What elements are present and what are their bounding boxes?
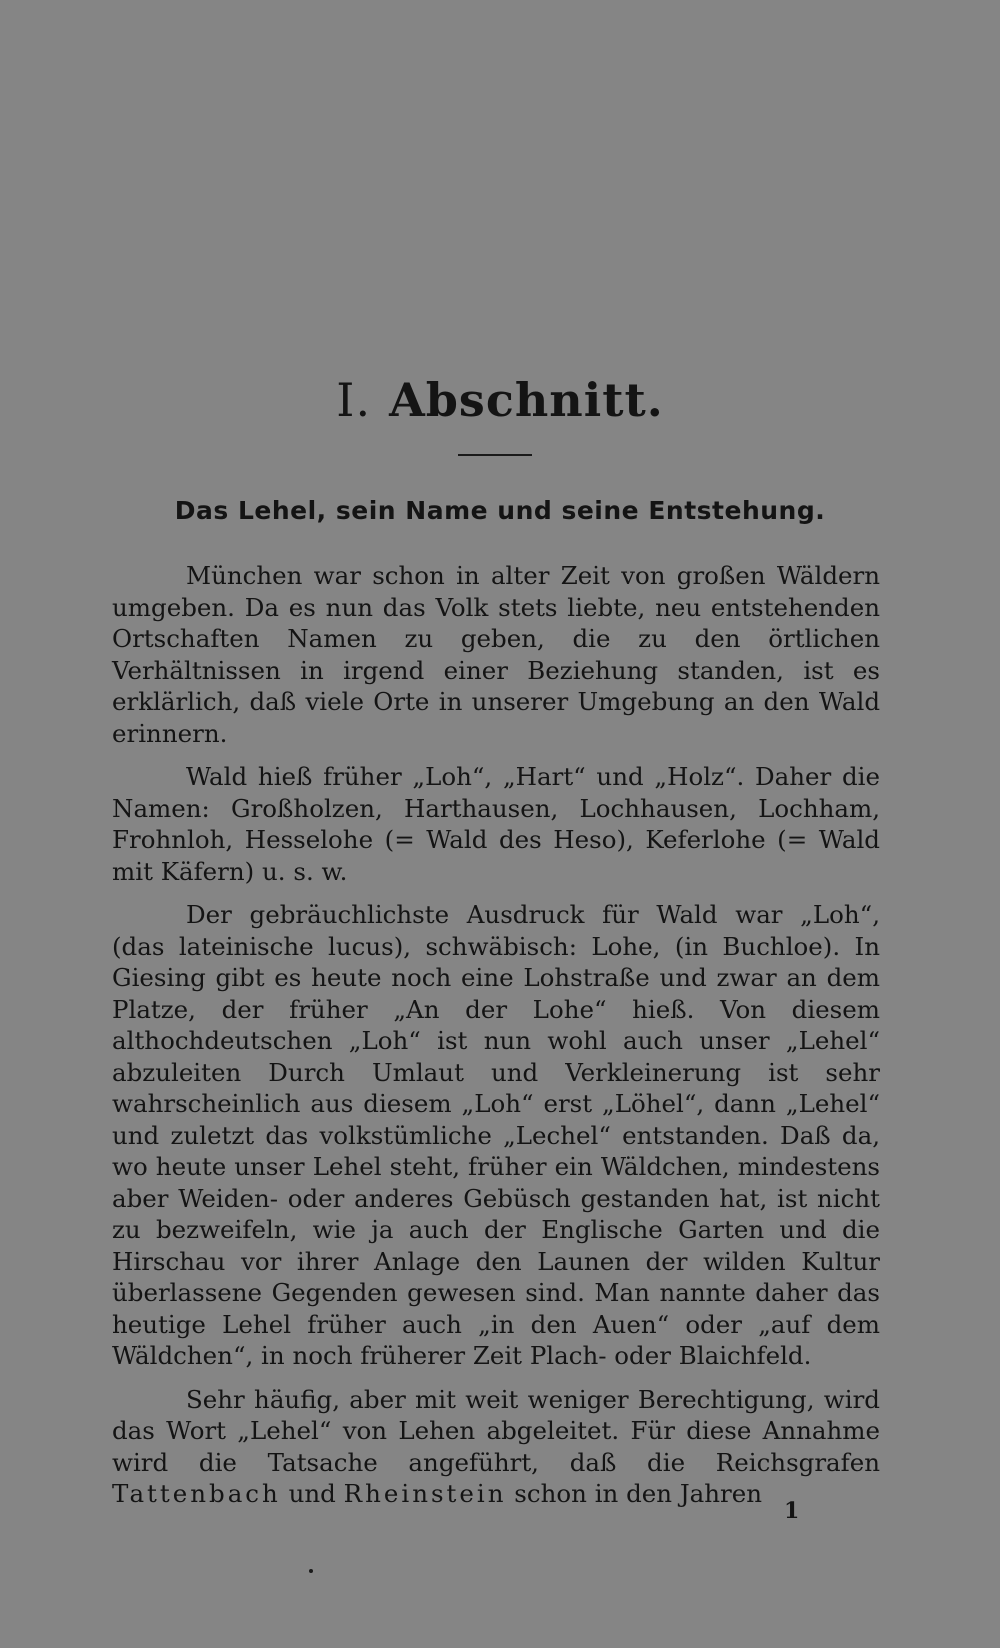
paragraph: Wald hieß früher „Loh“, „Hart“ und „Holz“. Daher die Namen: Großholzen, Harthausen, Lochhausen, Lochham, Frohnloh, Hesselohe (= Wald des Heso), Keferlohe (= Wald mit Käfern) u. s. w. [112, 762, 880, 886]
paragraph-text: Sehr häufig, aber mit weit weniger Berechtigung, wird das Wort „Lehel“ von Lehen abgeleitet. Für diese Annahme wird die Tatsache angeführt, daß die Reichsgrafen [112, 1384, 880, 1477]
heading-divider [458, 454, 532, 456]
chapter-numeral: I. [336, 373, 372, 427]
spaced-name-rheinstein: Rheinstein [343, 1479, 507, 1508]
spaced-name-tattenbach: Tattenbach [112, 1479, 281, 1508]
section-title: Das Lehel, sein Name und seine Entstehung. [174, 496, 826, 525]
body-text [112, 560, 880, 1522]
paragraph: München war schon in alter Zeit von großen Wäldern umgeben. Da es nun das Volk stets liebte, neu entstehenden Ortschaften Namen zu geben, die zu den örtlichen Verhältnissen in irgend einer Beziehung standen, ist es erklärlich, daß viele Orte in unserer Umgebung an den Wald erinnern. [112, 561, 880, 748]
paragraph: Der gebräuchlichste Ausdruck für Wald war „Loh“, (das lateinische lucus), schwäbisch: Lohe, (in Buchloe). In Giesing gibt es heute noch eine Lohstraße und zwar an dem Platze, der früher „An der Lohe“ hieß. Von diesem althochdeutschen „Loh“ ist nun wohl auch unser „Lehel“ abzuleiten Durch Umlaut und Verkleinerung ist sehr wahrscheinlich aus diesem „Loh“ erst „Löhel“, dann „Lehel“ und zuletzt das volkstümliche „Lechel“ entstanden. Daß da, wo heute unser Lehel steht, früher ein Wäldchen, mindestens aber Weiden- oder anderes Gebüsch gestanden hat, ist nicht zu bezweifeln, wie ja auch der Englische Garten und die Hirschau vor ihrer Anlage den Launen der wilden Kultur überlassene Gegenden gewesen sind. Man nannte daher das heutige Lehel früher auch „in den Auen“ oder „auf dem Wäldchen“, in noch früherer Zeit Plach- oder Blaichfeld. [112, 900, 880, 1370]
chapter-heading [0, 370, 1000, 430]
paragraph-text: schon in den Jahren [506, 1479, 763, 1508]
paragraph-text: und [280, 1479, 344, 1508]
paragraph-last [112, 1384, 880, 1510]
page-number: 1 [784, 1498, 800, 1524]
chapter-title: Abschnitt. [389, 373, 664, 427]
ink-speck [309, 1569, 313, 1573]
